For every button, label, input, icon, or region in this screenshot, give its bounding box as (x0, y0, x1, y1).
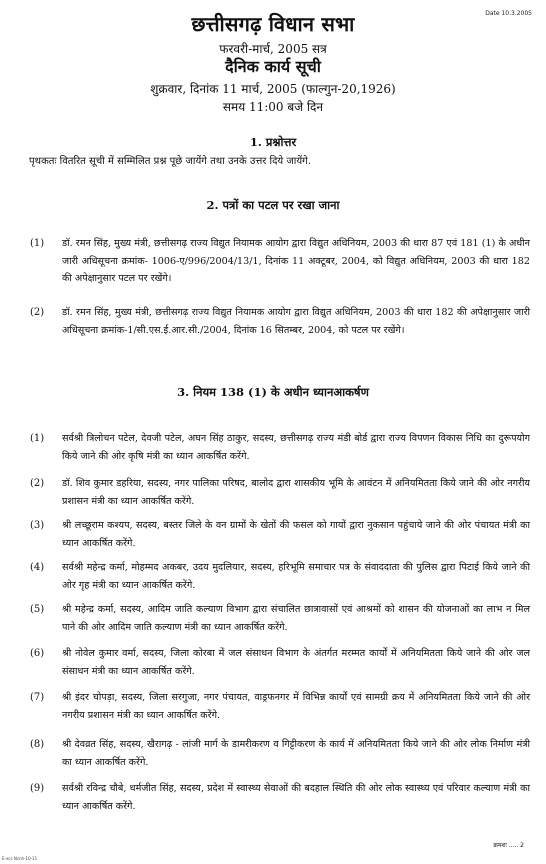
item-number: (9) (30, 783, 45, 794)
print-code: E-xcs Ncnh-10-11 (2, 856, 38, 861)
item-text: श्री इंदर चोपड़ा, सदस्य, जिला सरगुजा, नगर पंचायत, वाड्रफनगर में विभिन्न कार्यों एवं सामग्री क्रय में अनियमितता किये जाने की ओर नगरीय प्रशासन मंत्री का ध्यान आकर्षित करेंगे. (62, 692, 530, 721)
continuation-note: क्रमशः ..... 2 (493, 842, 524, 849)
item-text: डॉ. रमन सिंह, मुख्य मंत्री, छत्तीसगढ़ राज्य विद्युत नियामक आयोग द्वारा विद्युत अधिनियम, 2003 की धारा 87 एवं 181 (1) के अधीन जारी अधिसूचना क्रमांक- 1006-ए/996/2004/13/1, दिनांक 11 अक्टूबर, 2004, को विद्युत अधिनियम, 2003 की धारा 182 की अपेक्षानुसार पटल पर रखेंगे। (62, 238, 530, 284)
item-text: डॉ. रमन सिंह, मुख्य मंत्री, छत्तीसगढ़ राज्य विद्युत नियामक आयोग द्वारा विद्युत अधिनियम, 2003 की धारा 182 की अपेक्षानुसार जारी अधिसूचना क्रमांक-1/सी.एस.ई.आर.सी./2004, दिनांक 16 सितम्बर, 2004, को पटल पर रखेंगे। (62, 307, 530, 336)
item-number: (4) (30, 562, 45, 573)
item-text: सर्वश्री महेन्द्र कर्मा, मोहम्मद अकबर, उदय मुदलियार, सदस्य, हरिभूमि समाचार पत्र के संवाददाता की पुलिस द्वारा पिटाई किये जाने की ओर गृह मंत्री का ध्यान आकर्षित करेंगे. (62, 562, 530, 591)
session-line: फरवरी-मार्च, 2005 सत्र (219, 42, 327, 56)
item-number: (1) (30, 238, 45, 249)
time-line: समय 11:00 बजे दिन (222, 100, 324, 114)
item-number: (6) (30, 648, 45, 659)
item-text: श्री देवव्रत सिंह, सदस्य, खैरागढ़ - लांजी मार्ग के डामरीकरण व गिट्टीकरण के कार्य में अनियमितता किये जाने की ओर लोक निर्माण मंत्री का ध्यान आकर्षित करेंगे. (62, 739, 530, 768)
date-stamp: Date 10.3.2005 (485, 10, 532, 17)
item-number: (8) (30, 739, 45, 750)
item-number: (1) (30, 433, 45, 444)
item-number: (5) (30, 604, 45, 615)
item-text: डॉ. शिव कुमार डहरिया, सदस्य, नगर पालिका परिषद, बालोद द्वारा शासकीय भूमि के आवंटन में अनियमितता किये जाने की ओर नगरीय प्रशासन मंत्री का ध्यान आकर्षित करेंगे. (62, 478, 530, 507)
item-number: (2) (30, 478, 45, 489)
item-text: श्री लच्छूराम कश्यप, सदस्य, बस्तर जिले के वन ग्रामों के खेतों की फसल को गायों द्वारा नुकसान पहुंचाये जाने की ओर पंचायत मंत्री का ध्यान आकर्षित करेंगे. (62, 520, 530, 549)
item-text: श्री महेन्द्र कर्मा, सदस्य, आदिम जाति कल्याण विभाग द्वारा संचालित छात्रावासों एवं आश्रमों को शासन की योजनाओं का लाभ न मिल पाने की ओर आदिम जाति कल्याण मंत्री का ध्यान आकर्षित करेंगे. (62, 604, 530, 633)
date-line: शुक्रवार, दिनांक 11 मार्च, 2005 (फाल्गुन-20,1926) (150, 82, 396, 96)
item-number: (7) (30, 692, 45, 703)
section-2-heading: 2. पत्रों का पटल पर रखा जाना (206, 198, 340, 212)
assembly-title: छत्तीसगढ़ विधान सभा (191, 12, 355, 36)
section-1-text: पृथकतः वितरित सूची में सम्मिलित प्रश्न पूछे जायेंगे तथा उनके उत्तर दिये जायेंगे. (29, 156, 311, 167)
section-1-heading: 1. प्रश्नोत्तर (249, 135, 297, 149)
item-text: श्री नोवेल कुमार वर्मा, सदस्य, जिला कोरबा में जल संसाधन विभाग के अंतर्गत मरम्मत कार्यों में अनियमितता किये जाने की ओर जल संसाधन मंत्री का ध्यान आकर्षित करेंगे. (62, 648, 530, 677)
item-text: सर्वश्री त्रिलोचन पटेल, देवजी पटेल, अघन सिंह ठाकुर, सदस्य, छत्तीसगढ़ राज्य मंडी बोर्ड द्वारा राज्य विपणन विकास निधि का दुरूपयोग किये जाने की ओर कृषि मंत्री का ध्यान आकर्षित करेंगे. (62, 433, 530, 462)
item-text: सर्वश्री रविन्द्र चौबे, धर्मजीत सिंह, सदस्य, प्रदेश में स्वास्थ्य सेवाओं की बदहाल स्थिति की ओर लोक स्वास्थ्य एवं परिवार कल्याण मंत्री का ध्यान आकर्षित करेंगे. (62, 783, 530, 812)
document-title: दैनिक कार्य सूची (225, 57, 321, 76)
item-number: (2) (30, 307, 45, 318)
item-number: (3) (30, 520, 45, 531)
section-3-heading: 3. नियम 138 (1) के अधीन ध्यानआकर्षण (177, 385, 369, 399)
